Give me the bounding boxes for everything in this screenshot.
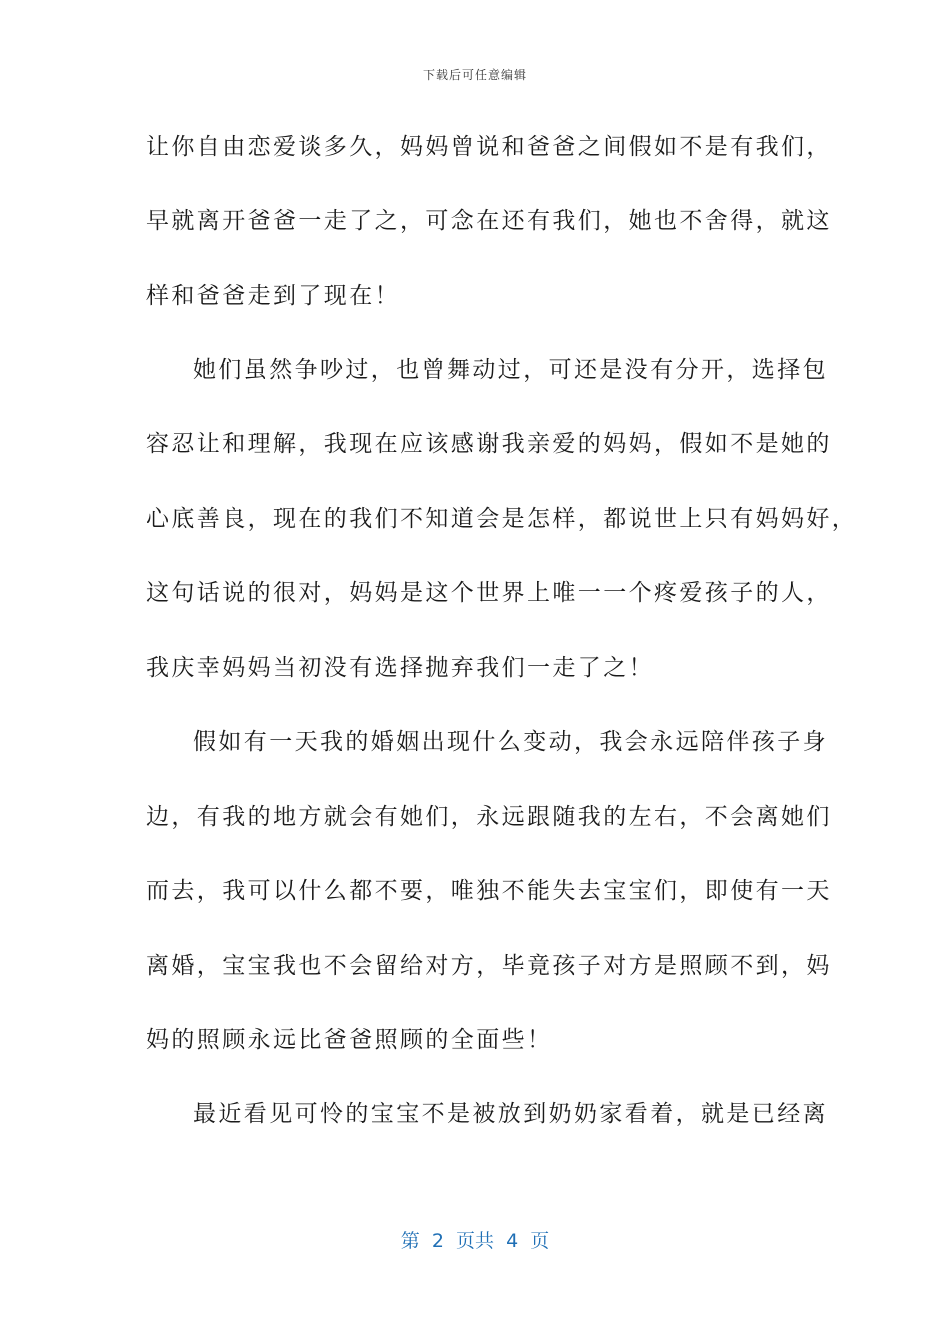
text-line: 而去，我可以什么都不要，唯独不能失去宝宝们，即使有一天 bbox=[146, 878, 832, 904]
text-line: 样和爸爸走到了现在！ bbox=[146, 283, 400, 309]
text-line: 边，有我的地方就会有她们，永远跟随我的左右，不会离她们 bbox=[146, 804, 832, 830]
text-line: 早就离开爸爸一走了之，可念在还有我们，她也不舍得，就这 bbox=[146, 208, 832, 234]
paragraph-first-line: 最近看见可怜的宝宝不是被放到奶奶家看着，就是已经离 bbox=[193, 1101, 828, 1127]
page-number: 第 2 页共 4 页 bbox=[400, 1230, 550, 1252]
text-line: 心底善良，现在的我们不知道会是怎样，都说世上只有妈妈好， bbox=[146, 506, 858, 532]
text-line: 妈的照顾永远比爸爸照顾的全面些！ bbox=[146, 1027, 553, 1053]
text-line: 容忍让和理解，我现在应该感谢我亲爱的妈妈，假如不是她的 bbox=[146, 431, 832, 457]
text-line: 离婚，宝宝我也不会留给对方，毕竟孩子对方是照顾不到，妈 bbox=[146, 953, 832, 979]
text-line: 我庆幸妈妈当初没有选择抛弃我们一走了之！ bbox=[146, 655, 654, 681]
paragraph-first-line: 假如有一天我的婚姻出现什么变动，我会永远陪伴孩子身 bbox=[193, 729, 828, 755]
download-note: 下载后可任意编辑 bbox=[422, 68, 527, 82]
paragraph-first-line: 她们虽然争吵过，也曾舞动过，可还是没有分开，选择包 bbox=[193, 357, 828, 383]
text-line: 这句话说的很对，妈妈是这个世界上唯一一个疼爱孩子的人， bbox=[146, 580, 832, 606]
text-line: 让你自由恋爱谈多久，妈妈曾说和爸爸之间假如不是有我们， bbox=[146, 134, 832, 160]
